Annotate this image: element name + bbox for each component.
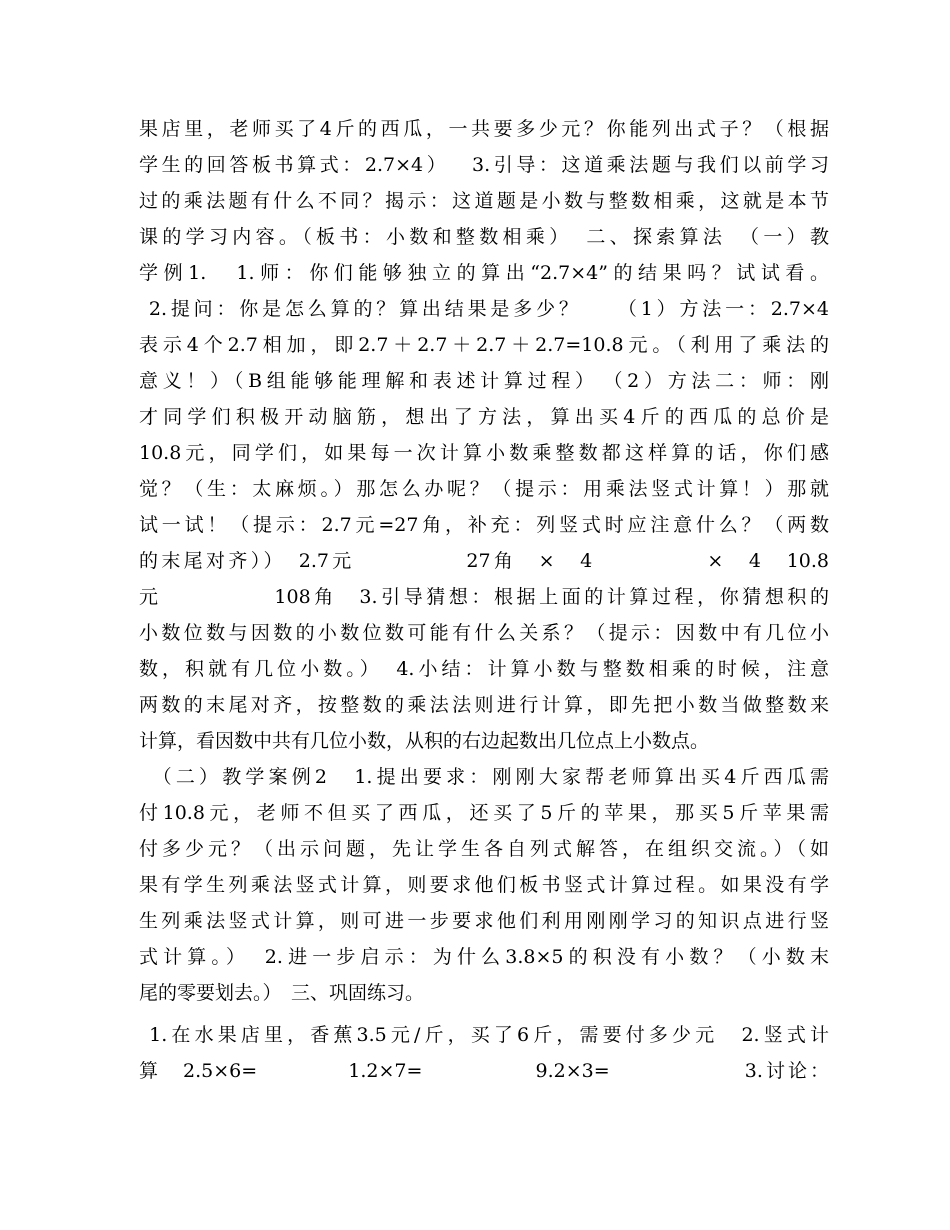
text-line: 学生的回答板书算式：2.7×4） 3.引导：这道乘法题与我们以前学习	[139, 154, 829, 176]
text-line: 试一试！（提示：2.7元=27角，补充：列竖式时应注意什么？（两数	[139, 514, 829, 536]
text-line: 1.在水果店里，香蕉3.5元/斤，买了6斤，需要付多少元 2.竖式计	[139, 1024, 829, 1046]
text-line: 小数位数与因数的小数位数可能有什么关系？（提示：因数中有几位小	[139, 622, 829, 644]
text-line: 学例1. 1.师：你们能够独立的算出“2.7×4”的结果吗？试试看。	[139, 262, 829, 284]
text-line: 式计算。） 2.进一步启示：为什么3.8×5的积没有小数？（小数末	[139, 946, 829, 968]
text-line: 生列乘法竖式计算，则可进一步要求他们利用刚刚学习的知识点进行竖	[139, 910, 829, 932]
text-line: 2.提问：你是怎么算的？算出结果是多少？ （1）方法一：2.7×4	[139, 298, 829, 320]
text-line: 过的乘法题有什么不同？揭示：这道题是小数与整数相乘，这就是本节	[139, 190, 829, 212]
text-line: 果店里，老师买了4斤的西瓜，一共要多少元？你能列出式子？（根据	[139, 118, 829, 140]
text-line: 付多少元？（出示问题，先让学生各自列式解答，在组织交流。）（如	[139, 838, 829, 860]
text-line: 课的学习内容。（板书：小数和整数相乘） 二、探索算法 （一）教	[139, 226, 829, 248]
text-line: 数，积就有几位小数。） 4.小结：计算小数与整数相乘的时候，注意	[139, 658, 829, 680]
text-line: （二）教学案例2 1.提出要求：刚刚大家帮老师算出买4斤西瓜需	[139, 766, 829, 788]
text-line: 的末尾对齐）） 2.7元 27角 × 4 × 4 10.8	[139, 550, 829, 572]
text-line: 算 2.5×6= 1.2×7= 9.2×3= 3.讨论：	[139, 1060, 829, 1082]
text-line: 意义！）（B组能够能理解和表述计算过程） （2）方法二：师：刚	[139, 370, 829, 392]
text-line: 10.8元，同学们，如果每一次计算小数乘整数都这样算的话，你们感	[139, 442, 829, 464]
text-line: 两数的末尾对齐，按整数的乘法法则进行计算，即先把小数当做整数来	[139, 694, 829, 716]
text-line: 果有学生列乘法竖式计算，则要求他们板书竖式计算过程。如果没有学	[139, 874, 829, 896]
text-line: 尾的零要划去。） 三、巩固练习。	[139, 982, 425, 1004]
text-line: 计算，看因数中共有几位小数，从积的右边起数出几位点上小数点。	[139, 730, 710, 752]
text-line: 才同学们积极开动脑筋，想出了方法，算出买4斤的西瓜的总价是	[139, 406, 829, 428]
text-line: 付10.8元，老师不但买了西瓜，还买了5斤的苹果，那买5斤苹果需	[139, 802, 829, 824]
text-line: 表示4个2.7相加，即2.7＋2.7＋2.7＋2.7=10.8元。（利用了乘法的	[139, 334, 829, 356]
text-line: 觉？（生：太麻烦。）那怎么办呢？（提示：用乘法竖式计算！）那就	[139, 478, 829, 500]
text-line: 元 108角 3.引导猜想：根据上面的计算过程，你猜想积的	[139, 586, 829, 608]
